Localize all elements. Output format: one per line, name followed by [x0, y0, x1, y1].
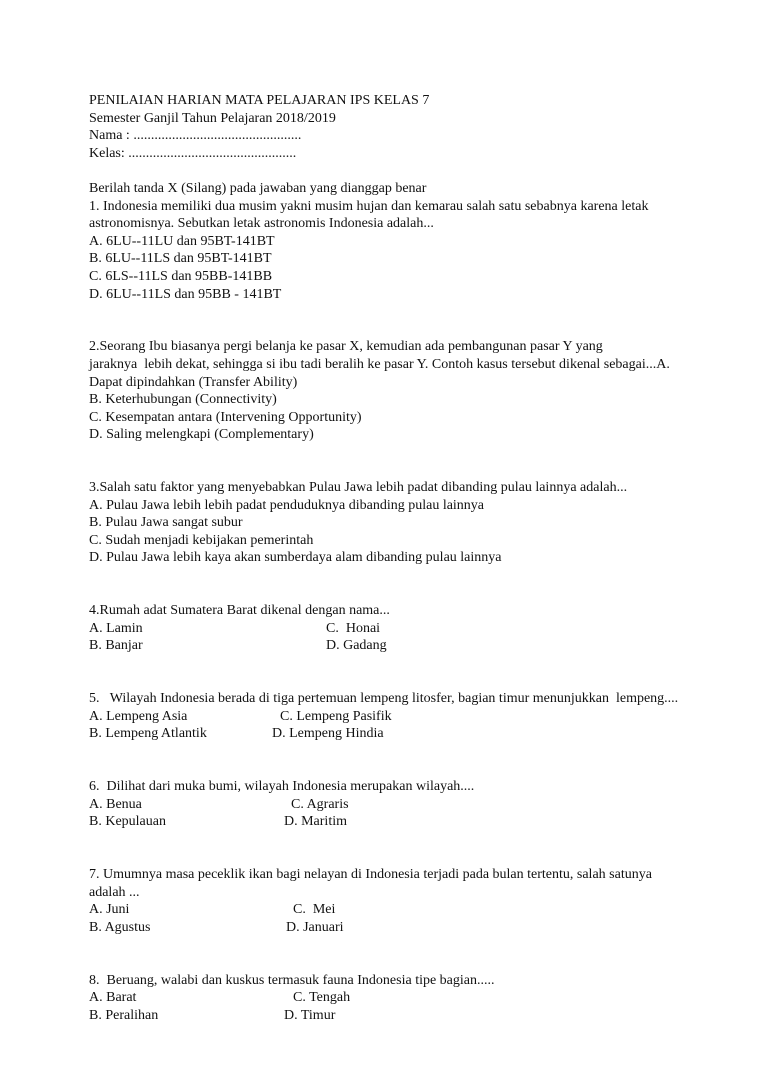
option-b: B. Pulau Jawa sangat subur — [89, 515, 243, 531]
option-d: D. Pulau Jawa lebih kaya akan sumberdaya alam dibanding pulau lainnya — [89, 550, 502, 566]
option-c: C. Honai — [326, 620, 381, 636]
option-b: B. Peralihan — [89, 1007, 159, 1023]
option-c: C. Lempeng Pasifik — [280, 708, 392, 724]
question-6 — [89, 778, 749, 831]
question-1 — [89, 198, 749, 304]
kelas-field: Kelas: ................................................ — [89, 145, 297, 161]
question-text: 8. Beruang, walabi dan kuskus termasuk fauna Indonesia tipe bagian..... — [89, 972, 495, 988]
question-text: 4.Rumah adat Sumatera Barat dikenal dengan nama... — [89, 603, 390, 619]
option-b: B. Kepulauan — [89, 814, 166, 830]
option-a: A. Pulau Jawa lebih lebih padat penduduknya dibanding pulau lainnya — [89, 497, 485, 513]
question-7 — [89, 866, 749, 936]
question-8 — [89, 972, 749, 1025]
question-text: adalah ... — [89, 884, 140, 900]
option-a: A. Lamin — [89, 620, 143, 636]
question-5 — [89, 690, 749, 743]
option-a: A. 6LU--11LU dan 95BT-141BT — [89, 233, 275, 249]
option-d: D. Januari — [286, 919, 344, 935]
option-c: C. Agraris — [291, 796, 349, 812]
option-d: D. Saling melengkapi (Complementary) — [89, 427, 314, 443]
option-a: A. Lempeng Asia — [89, 708, 188, 724]
option-d: D. Lempeng Hindia — [272, 726, 384, 742]
instruction-text: Berilah tanda X (Silang) pada jawaban yang dianggap benar — [89, 180, 427, 196]
option-d: D. 6LU--11LS dan 95BB - 141BT — [89, 286, 282, 302]
exam-title: PENILAIAN HARIAN MATA PELAJARAN IPS KELAS 7 — [89, 93, 430, 108]
option-d: D. Timur — [284, 1007, 336, 1023]
option-b: B. Lempeng Atlantik — [89, 726, 207, 742]
question-text: 2.Seorang Ibu biasanya pergi belanja ke pasar X, kemudian ada pembangunan pasar Y yang — [89, 339, 603, 355]
option-c: C. Mei — [293, 902, 336, 918]
option-b: B. 6LU--11LS dan 95BT-141BT — [89, 251, 272, 267]
question-2 — [89, 338, 749, 444]
question-text: 1. Indonesia memiliki dua musim yakni musim hujan dan kemarau salah satu sebabnya karena letak — [89, 198, 649, 214]
option-c: C. Kesempatan antara (Intervening Opportunity) — [89, 409, 362, 425]
option-a: A. Barat — [89, 990, 137, 1006]
option-a: A. Juni — [89, 902, 130, 918]
question-text: 7. Umumnya masa peceklik ikan bagi nelayan di Indonesia terjadi pada bulan tertentu, salah satunya — [89, 867, 652, 883]
question-text: 5. Wilayah Indonesia berada di tiga pertemuan lempeng litosfer, bagian timur menunjukkan lempeng.... — [89, 691, 679, 707]
option-d: D. Maritim — [284, 814, 347, 830]
question-text: 6. Dilihat dari muka bumi, wilayah Indonesia merupakan wilayah.... — [89, 779, 475, 795]
exam-content — [89, 92, 749, 1024]
semester-line: Semester Ganjil Tahun Pelajaran 2018/2019 — [89, 110, 336, 126]
option-c: C. Tengah — [293, 990, 351, 1006]
nama-field: Nama : ................................................ — [89, 128, 302, 144]
option-b: B. Banjar — [89, 638, 143, 654]
question-text: astronomisnya. Sebutkan letak astronomis Indonesia adalah... — [89, 216, 434, 232]
option-a: A. Benua — [89, 796, 142, 812]
option-c: C. Sudah menjadi kebijakan pemerintah — [89, 532, 314, 548]
question-3 — [89, 479, 749, 567]
option-c: C. 6LS--11LS dan 95BB-141BB — [89, 268, 273, 284]
question-text: Dapat dipindahkan (Transfer Ability) — [89, 374, 298, 390]
option-b: B. Keterhubungan (Connectivity) — [89, 392, 277, 408]
option-d: D. Gadang — [326, 638, 387, 654]
question-text: 3.Salah satu faktor yang menyebabkan Pulau Jawa lebih padat dibanding pulau lainnya adalah... — [89, 480, 628, 496]
question-4 — [89, 602, 749, 655]
option-b: B. Agustus — [89, 919, 151, 935]
question-text: jaraknya lebih dekat, sehingga si ibu tadi beralih ke pasar Y. Contoh kasus tersebut dikenal sebagai...A. — [89, 356, 670, 372]
